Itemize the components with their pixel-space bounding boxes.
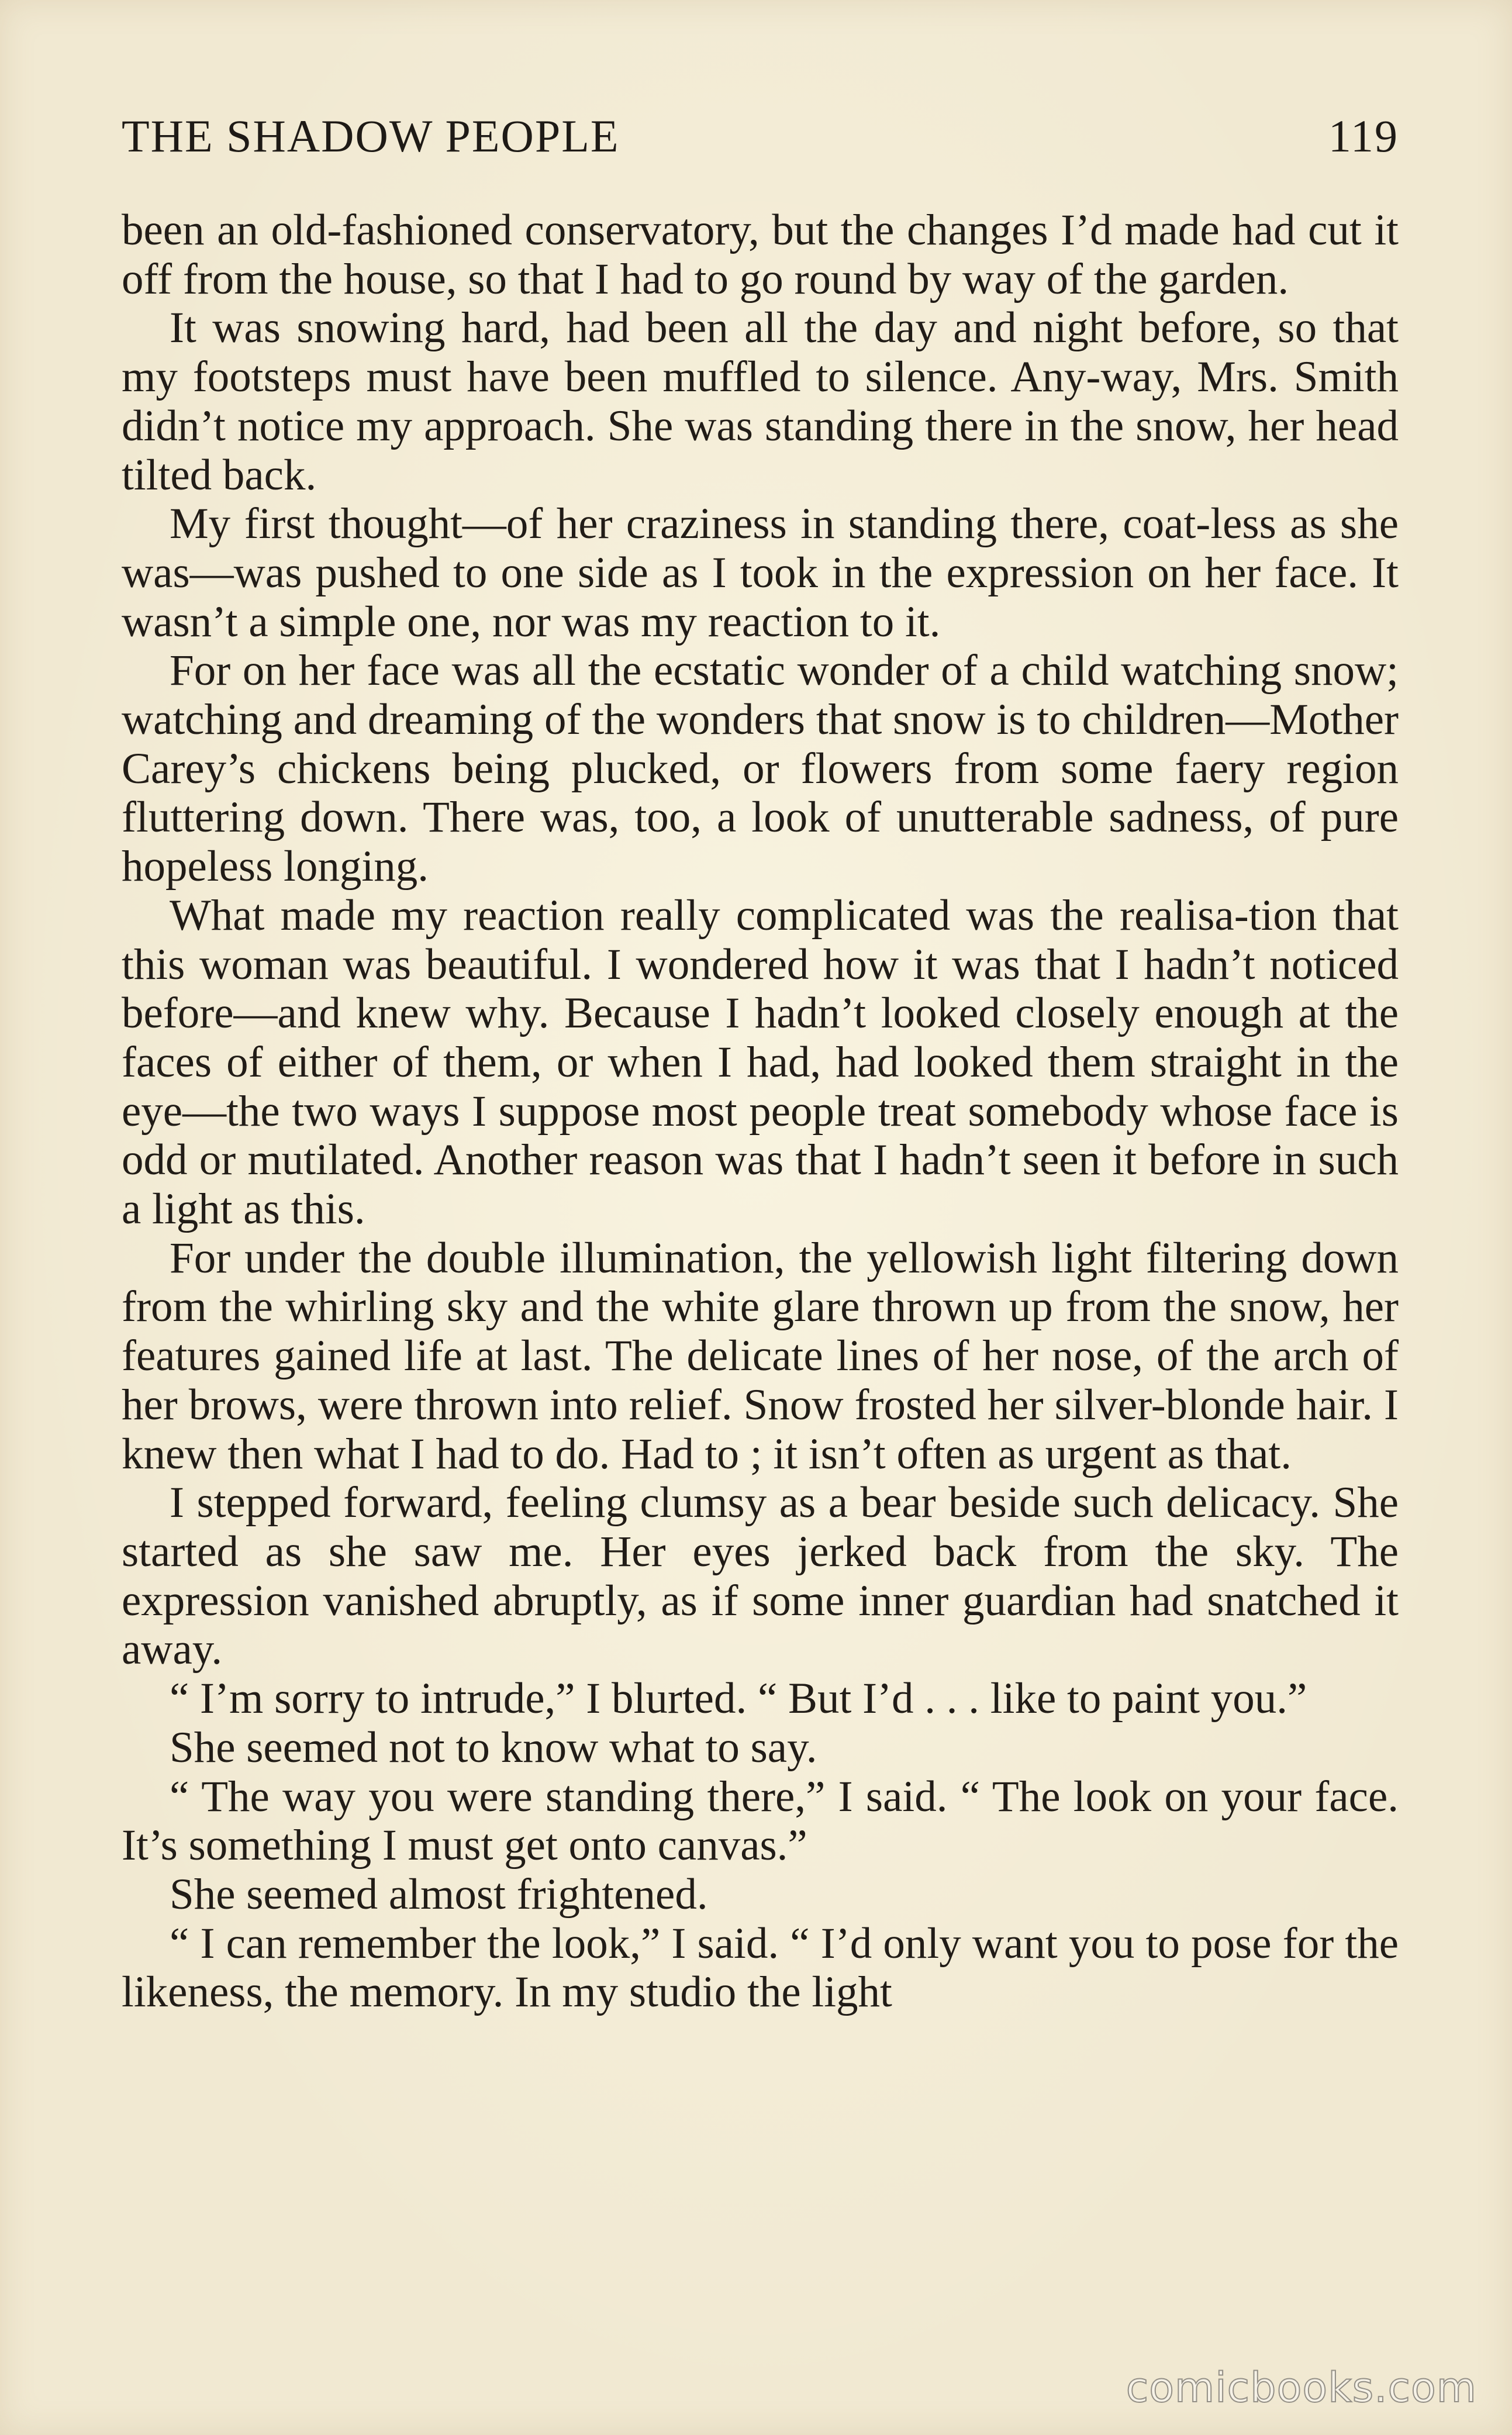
paragraph: For on her face was all the ecstatic wonder of a child watching snow; watching and dreaming of the wonders that snow is to children—Mother Carey’s chickens being plucked, or flowers from some faery region fluttering down. There was, too, a look of unutterable sadness, of pure hopeless longing. [122, 646, 1399, 891]
page-number: 119 [1328, 111, 1399, 161]
running-header [122, 104, 1399, 168]
paragraph: “ I’m sorry to intrude,” I blurted. “ But I’d . . . like to paint you.” [170, 1674, 1307, 1723]
body-text [122, 206, 1399, 2017]
paragraph: It was snowing hard, had been all the day and night before, so that my footsteps must have been muffled to silence. Any-way, Mrs. Smith didn’t notice my approach. She was standing there in the snow, her head tilted back. [122, 303, 1399, 499]
paragraph: been an old-fashioned conservatory, but the changes I’d made had cut it off from the house, so that I had to go round by way of the garden. [122, 206, 1399, 303]
paragraph: For under the double illumination, the yellowish light filtering down from the whirling sky and the white glare thrown up from the snow, her features gained life at last. The delicate lines of her nose, of the arch of her brows, were thrown into relief. Snow frosted her silver-blonde hair. I knew then what I had to do. Had to ; it isn’t often as urgent as that. [122, 1233, 1399, 1478]
paragraph: I stepped forward, feeling clumsy as a bear beside such delicacy. She started as she saw me. Her eyes jerked back from the sky. The expression vanished abruptly, as if some inner guardian had snatched it away. [122, 1478, 1399, 1674]
paragraph: My first thought—of her craziness in standing there, coat-less as she was—was pushed to one side as I took in the expression on her face. It wasn’t a simple one, nor was my reaction to it. [122, 499, 1399, 646]
paragraph: She seemed almost frightened. [170, 1870, 708, 1919]
paragraph: She seemed not to know what to say. [170, 1723, 817, 1772]
paragraph: What made my reaction really complicated was the realisa-tion that this woman was beautiful. I wondered how it was that I hadn’t noticed before—and knew why. Because I hadn’t looked closely enough at the faces of either of them, or when I had, had looked them straight in the eye—the two ways I suppose most people treat somebody whose face is odd or mutilated. Another reason was that I hadn’t seen it before in such a light as this. [122, 891, 1399, 1234]
running-title: THE SHADOW PEOPLE [122, 111, 620, 161]
paragraph: “ I can remember the look,” I said. “ I’d only want you to pose for the likeness, the memory. In my studio the light [122, 1919, 1399, 2017]
paragraph: “ The way you were standing there,” I said. “ The look on your face. It’s something I must get onto canvas.” [122, 1772, 1399, 1870]
watermark: comicbooks.com [1126, 2364, 1477, 2412]
